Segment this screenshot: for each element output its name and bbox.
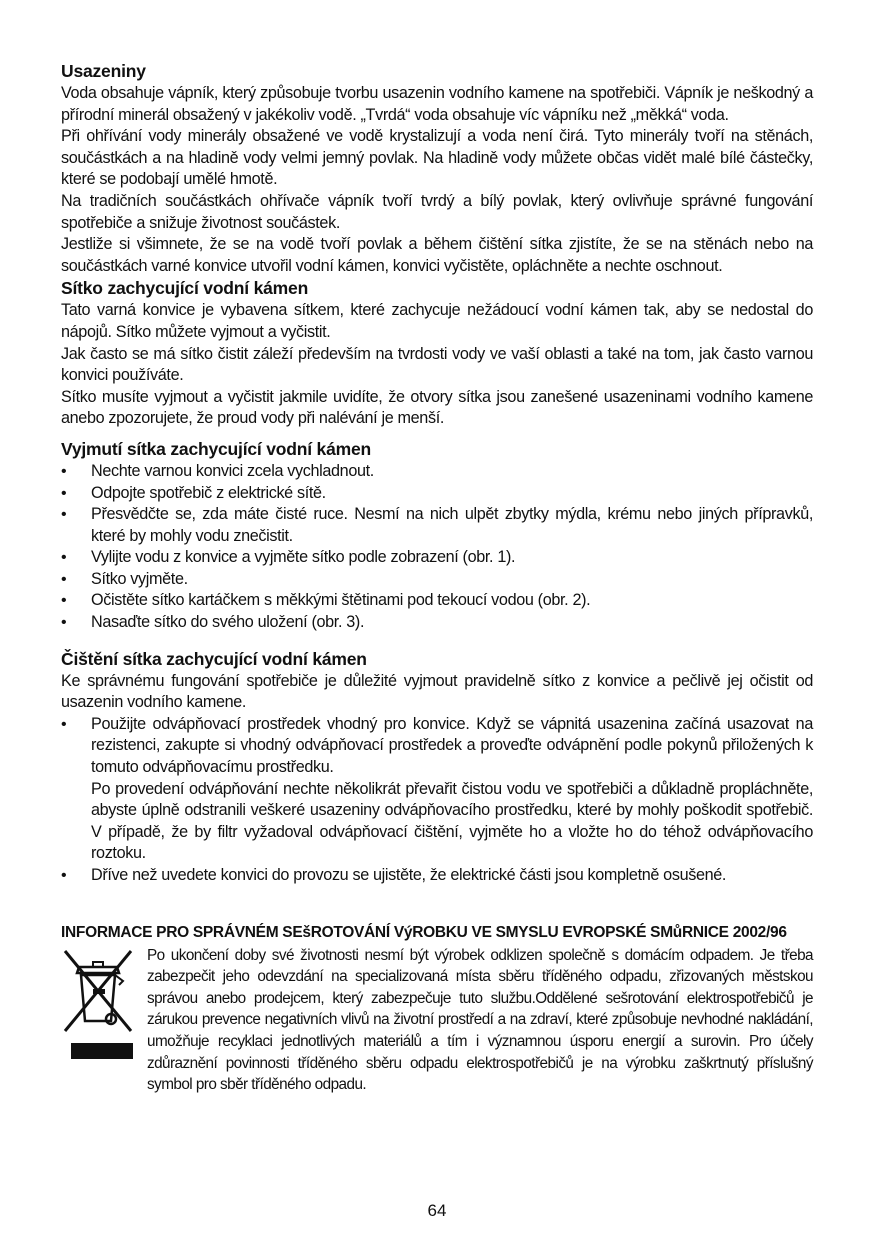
list-item-text: Přesvědčte se, zda máte čisté ruce. Nesmí na nich ulpět zbytky mýdla, krému nebo jiných přípravků, které by mohly vodu znečistit. <box>91 505 813 545</box>
paragraph: Sítko musíte vyjmout a vyčistit jakmile uvidíte, že otvory sítka jsou zanešené usazeninami vodního kamene anebo zpozorujete, že proud vody při nalévání je menší. <box>61 387 813 428</box>
bullet-icon: • <box>61 484 67 502</box>
section-vyjmuti <box>61 438 813 634</box>
section-cisteni <box>61 648 813 887</box>
paragraph: Jak často se má sítko čistit záleží především na tvrdosti vody ve vaší oblasti a také na tom, jak často varnou konvici používáte. <box>61 344 813 385</box>
list-item <box>61 461 813 483</box>
list-item <box>61 569 813 591</box>
paragraph: Voda obsahuje vápník, který způsobuje tvorbu usazenin vodního kamene na spotřebiči. Vápník je neškodný a přírodní minerál obsažený v jakékoliv vodě. „Tvrdá“ voda obsahuje víc vápníku než „měkká“ voda. <box>61 84 813 124</box>
document-page <box>61 60 813 1096</box>
list-item-text: Použijte odvápňovací prostředek vhodný pro konvice. Když se vápnitá usazenina začíná usazovat na rezistenci, zakupte si vhodný odvápňovací prostředek a proveďte odvápnění podle pokynů přiložených k tomuto odvápňovacímu prostředku. <box>91 714 813 777</box>
list-item-text: Nechte varnou konvici zcela vychladnout. <box>91 461 374 480</box>
list-item-text: Vylijte vodu z konvice a vyjměte sítko podle zobrazení (obr. 1). <box>91 548 516 567</box>
bullet-icon: • <box>61 549 67 567</box>
heading-weee: INFORMACE PRO SPRÁVNÉM SEšROTOVÁNÍ VýROBKU VE SMYSLU EVROPSKÉ SMůRNICE 2002/96 <box>61 923 787 941</box>
heading-usazeniny: Usazeniny <box>61 61 146 81</box>
list-item-continuation: Po provedení odvápňování nechte několikrát převařit čistou vodu ve spotřebiči a důkladně propláchněte, abyste úplně odstranili veškeré usazeniny odvápňovacího prostředku, které by mohly poškodit spotřebič. V případě, že by filtr vyžadoval odvápňovací čištění, vyjměte ho a vložte ho do téhož odvápňovacího roztoku. <box>91 779 813 863</box>
heading-sitko: Sítko zachycující vodní kámen <box>61 278 309 299</box>
paragraph: Jestliže si všimnete, že se na vodě tvoří povlak a během čištění sítka zjistíte, že se na stěnách nebo na součástkách varné konvice utvořil vodní kámen, konvici vyčistěte, opláchněte a nechte oschnout. <box>61 235 813 275</box>
list-item <box>61 590 813 612</box>
list-item-text: Nasaďte sítko do svého uložení (obr. 3). <box>91 613 365 632</box>
list-item <box>61 504 813 547</box>
weee-block <box>61 945 813 1096</box>
paragraph: Na tradičních součástkách ohřívače vápník tvoří tvrdý a bílý povlak, který ovlivňuje správné fungování spotřebiče a snižuje životnost součástek. <box>61 191 813 232</box>
bullet-icon: • <box>61 715 67 733</box>
list-item <box>61 483 813 505</box>
paragraph: Při ohřívání vody minerály obsažené ve vodě krystalizují a voda není čirá. Tyto minerály tvoří na stěnách, součástkách a na hladině vody velmi jemný povlak. Na hladině vody můžete občas vidět malé bílé částečky, které se podobají umělé hmotě. <box>61 127 813 189</box>
list-item <box>61 612 813 634</box>
section-weee <box>61 923 813 1096</box>
list-item <box>61 865 813 887</box>
bullet-list <box>61 714 813 887</box>
paragraph: Tato varná konvice je vybavena sítkem, které zachycuje nežádoucí vodní kámen tak, aby se nedostal do nápojů. Sítko můžete vyjmout a vyčistit. <box>61 301 813 341</box>
section-sitko <box>61 277 813 430</box>
list-item-text: Očistěte sítko kartáčkem s měkkými štětinami pod tekoucí vodou (obr. 2). <box>91 591 591 610</box>
list-item-text: Sítko vyjměte. <box>91 569 188 588</box>
bullet-icon: • <box>61 506 67 524</box>
list-item <box>61 547 813 569</box>
page-number: 64 <box>427 1201 447 1220</box>
section-usazeniny <box>61 60 813 277</box>
bullet-icon: • <box>61 592 67 610</box>
heading-vyjmuti: Vyjmutí sítka zachycující vodní kámen <box>61 438 371 459</box>
list-item <box>61 714 813 865</box>
bullet-list <box>61 461 813 634</box>
list-item-text: Dříve než uvedete konvici do provozu se ujistěte, že elektrické části jsou kompletně osušené. <box>91 866 727 884</box>
bullet-icon: • <box>61 614 67 632</box>
crossed-out-wheelie-bin-icon <box>61 945 147 1065</box>
weee-text: Po ukončení doby své životnosti nesmí být výrobek odklizen společně s domácím odpadem. Je třeba zabezpečit jeho odevzdání na specializovaná místa sběru tříděného odpadu, zřizovaných městskou správou anebo prodejcem, který zabezpečuje tuto službu.Oddělené sešrotování elektrospotřebičů je zárukou prevence negativních vlivů na životní prostředí a na zdraví, které způsobuje nevhodné nakládání, umožňuje recyklaci jednotlivých materiálů a tím i významnou úsporu energií a surovin. Pro účely zdůraznění povinnosti tříděného sběru odpadu elektrospotřebičů je na výrobku zaškrtnutý příslušný symbol pro sběr tříděného odpadu. <box>147 946 813 1094</box>
list-item-text: Odpojte spotřebič z elektrické sítě. <box>91 483 326 502</box>
bullet-icon: • <box>61 462 67 480</box>
paragraph: Ke správnému fungování spotřebiče je důležité vyjmout pravidelně sítko z konvice a pečlivě jej očistit od usazenin vodního kamene. <box>61 671 813 712</box>
bullet-icon: • <box>61 867 67 884</box>
wheelie-bin-svg <box>61 945 141 1065</box>
heading-cisteni: Čištění sítka zachycující vodní kámen <box>61 648 367 669</box>
bullet-icon: • <box>61 570 67 588</box>
